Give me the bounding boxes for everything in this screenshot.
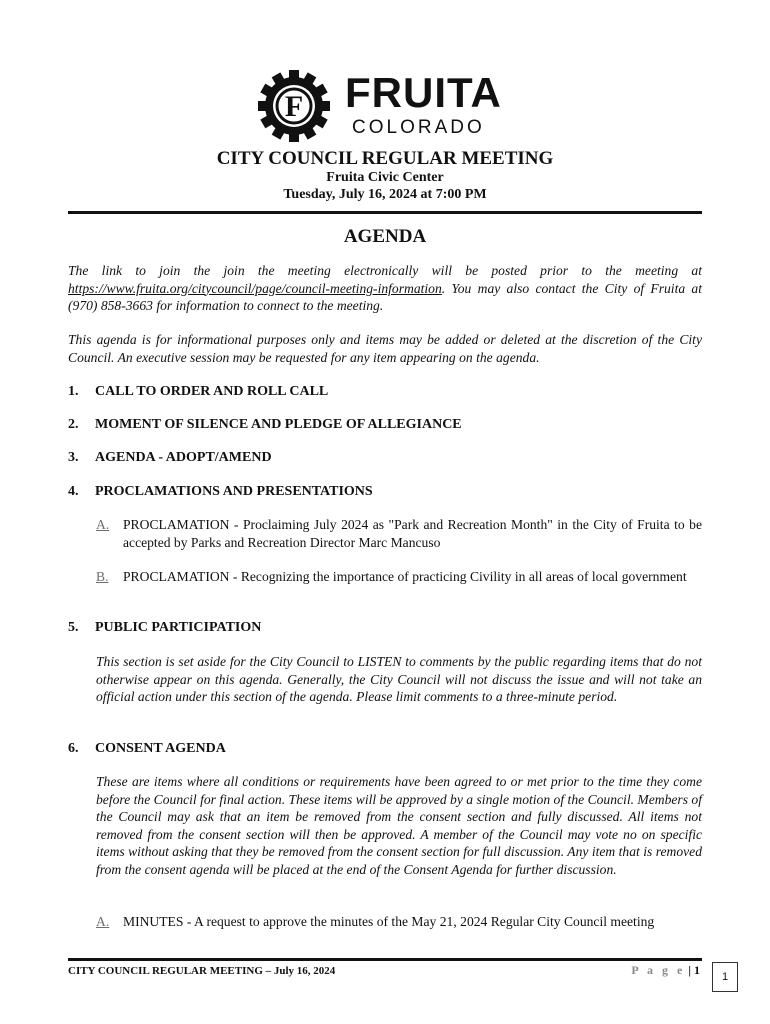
agenda-item-2 (68, 416, 462, 433)
subitem-letter: A. (96, 914, 110, 929)
gear-emblem-icon (256, 68, 332, 144)
meeting-venue: Fruita Civic Center (326, 170, 444, 185)
logo-subtitle: COLORADO (352, 117, 485, 138)
intro-text-2: . You may also contact the City of Fruita at (970) 858-3663 for information to connect to the meeting. (68, 280, 702, 313)
item-label: PROCLAMATIONS AND PRESENTATIONS (95, 484, 373, 499)
public-participation-note: This section is set aside for the City Council to LISTEN to comments by the public regarding items that do not otherwise appear on this agenda. Generally, the City Council will not discuss the issue and will not take an official action under this section of the agenda. Please limit comments to a three-minute period. (96, 654, 702, 704)
emblem-letter: F (284, 90, 304, 123)
agenda-item-5 (68, 619, 261, 636)
footer-meeting-label: CITY COUNCIL REGULAR MEETING – July 16, 2024 (68, 965, 336, 977)
item-number: 1. (68, 384, 79, 399)
footer-page-number: P a g e | 1 (631, 963, 700, 977)
agenda-item-4 (68, 483, 373, 500)
item-label: MOMENT OF SILENCE AND PLEDGE OF ALLEGIANCE (95, 417, 462, 432)
agenda-heading: AGENDA (343, 226, 427, 247)
disclaimer-paragraph: This agenda is for informational purposes only and items may be added or deleted at the discretion of the City Council. An executive session may be requested for any item appearing on the agenda. (68, 332, 702, 365)
header-divider (68, 211, 702, 214)
item-number: 6. (68, 741, 79, 756)
meeting-datetime: Tuesday, July 16, 2024 at 7:00 PM (283, 187, 487, 202)
meeting-title: CITY COUNCIL REGULAR MEETING (216, 148, 554, 169)
intro-text-1: The link to join the join the meeting electronically will be posted prior to the meeting at (68, 263, 702, 278)
agenda-item-1 (68, 383, 328, 400)
item-number: 3. (68, 450, 79, 465)
subitem-letter: A. (96, 517, 110, 532)
consent-agenda-note: These are items where all conditions or requirements have been agreed to or met prior to the time they come before the Council for final action. These items will be approved by a single motion of the Council. Members of the Council may ask that an item be removed from the consent section and fully discussed. All items not removed from the consent section will then be approved. A member of the Council may vote no on specific items without asking that they be removed from the consent section for full discussion. Any item that is removed from the consent agenda will be placed at the end of the Consent Agenda for further discussion. (96, 774, 702, 877)
footer-divider (68, 958, 702, 961)
item-label: AGENDA - ADOPT/AMEND (95, 450, 272, 465)
fruita-logo (256, 68, 516, 142)
proclamation-a (96, 516, 702, 551)
page-number: 1 (694, 963, 700, 977)
subitem-text: PROCLAMATION - Recognizing the importance of practicing Civility in all areas of local government (123, 569, 687, 584)
page-word: P a g e (631, 963, 686, 977)
agenda-item-6 (68, 740, 226, 757)
item-number: 5. (68, 620, 79, 635)
page-indicator-box: 1 (712, 962, 738, 992)
subitem-text: MINUTES - A request to approve the minutes of the May 21, 2024 Regular City Council meeting (123, 914, 655, 929)
item-label: PUBLIC PARTICIPATION (95, 620, 262, 635)
council-meeting-link[interactable]: https://www.fruita.org/citycouncil/page/council-meeting-information (68, 280, 442, 296)
item-number: 2. (68, 417, 79, 432)
proclamation-b (96, 568, 702, 586)
item-label: CALL TO ORDER AND ROLL CALL (95, 384, 329, 399)
item-number: 4. (68, 484, 79, 499)
subitem-letter: B. (96, 569, 109, 584)
subitem-text: PROCLAMATION - Proclaiming July 2024 as "Park and Recreation Month" in the City of Fruita to be accepted by Parks and Recreation Director Marc Mancuso (123, 517, 702, 550)
intro-paragraph (68, 262, 702, 315)
item-label: CONSENT AGENDA (95, 741, 226, 756)
consent-item-a (96, 913, 702, 931)
agenda-item-3 (68, 449, 272, 466)
logo-wordmark: FRUITA (345, 69, 502, 116)
